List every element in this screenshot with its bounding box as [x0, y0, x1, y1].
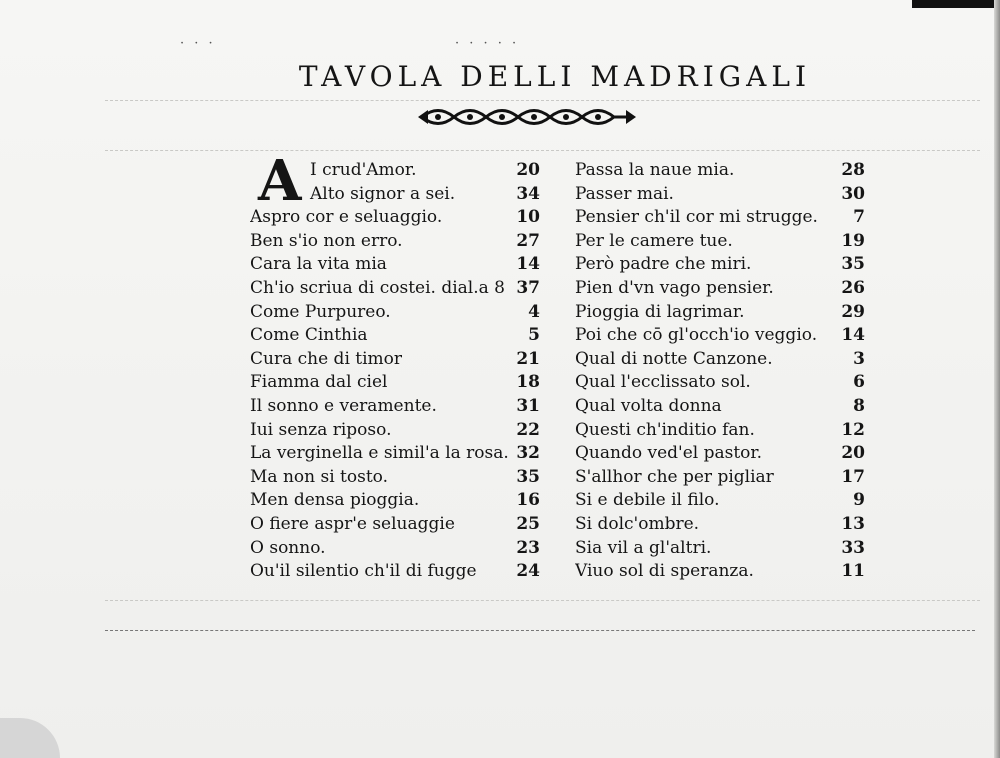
entry-number: 21	[516, 348, 540, 369]
entry-title: Come Cinthia	[250, 325, 368, 346]
entry-number: 19	[841, 230, 865, 251]
entry-number: 35	[516, 466, 540, 487]
index-entry	[575, 443, 865, 467]
scan-thumb-shadow	[0, 718, 60, 758]
index-entry	[575, 561, 865, 585]
entry-number: 14	[516, 254, 540, 275]
staff-line	[105, 600, 980, 601]
entry-number: 11	[841, 561, 865, 582]
index-entry	[250, 396, 540, 420]
entry-title: Per le camere tue.	[575, 230, 733, 251]
entry-number: 29	[841, 301, 865, 322]
index-entry	[250, 372, 540, 396]
entry-number: 34	[516, 183, 540, 204]
index-entry	[250, 231, 540, 255]
index-entry	[250, 325, 540, 349]
entry-title: Passa la naue mia.	[575, 160, 735, 180]
entry-title: I crud'Amor.	[310, 160, 417, 180]
entry-number: 14	[841, 325, 865, 346]
index-entry	[575, 325, 865, 349]
entry-number: 22	[516, 419, 540, 440]
entry-number: 7	[853, 207, 865, 228]
scan-edge-shadow	[912, 0, 1000, 8]
entry-number: 28	[841, 160, 865, 180]
entry-number: 20	[841, 443, 865, 464]
index-entry	[575, 467, 865, 491]
entry-number: 4	[528, 301, 540, 322]
entry-title: S'allhor che per pigliar	[575, 466, 774, 487]
entry-title: Sia vil a gl'altri.	[575, 537, 712, 558]
entry-number: 31	[516, 395, 540, 416]
entry-number: 18	[516, 372, 540, 393]
index-entry	[250, 254, 540, 278]
entry-title: Passer mai.	[575, 183, 674, 204]
entry-number: 26	[841, 277, 865, 298]
index-entry	[575, 160, 865, 184]
index-entry	[250, 302, 540, 326]
entry-title: O fiere aspr'e seluaggie	[250, 513, 455, 534]
entry-number: 37	[516, 277, 540, 298]
index-entry	[575, 538, 865, 562]
index-entry	[575, 254, 865, 278]
entry-title: Come Purpureo.	[250, 301, 391, 322]
entry-number: 3	[853, 348, 865, 369]
entry-title: Si e debile il filo.	[575, 490, 720, 511]
index-entry	[575, 278, 865, 302]
entry-title: Ch'io scriua di costei. dial.a 8	[250, 277, 505, 298]
entry-title: Pensier ch'il cor mi strugge.	[575, 207, 818, 228]
index-entry	[575, 372, 865, 396]
entry-number: 12	[841, 419, 865, 440]
header-marks-left: · · ·	[180, 36, 216, 51]
entry-number: 20	[516, 160, 540, 180]
entry-number: 33	[841, 537, 865, 558]
entry-title: Questi ch'inditio fan.	[575, 419, 755, 440]
entry-number: 8	[853, 395, 865, 416]
index-entry	[575, 514, 865, 538]
index-entry	[250, 514, 540, 538]
entry-number: 9	[853, 490, 865, 511]
drop-cap: A	[258, 148, 302, 214]
entry-number: 5	[528, 325, 540, 346]
entry-number: 25	[516, 513, 540, 534]
entry-title: Ou'il silentio ch'il di fugge	[250, 561, 477, 582]
entry-title: Però padre che miri.	[575, 254, 752, 275]
index-entry	[250, 538, 540, 562]
entry-title: Qual di notte Canzone.	[575, 348, 773, 369]
bottom-rule	[105, 630, 975, 631]
index-entry	[250, 490, 540, 514]
entry-number: 23	[516, 537, 540, 558]
index-entry	[575, 490, 865, 514]
entry-number: 35	[841, 254, 865, 275]
entry-number: 30	[841, 183, 865, 204]
index-entry	[250, 561, 540, 585]
index-entry	[575, 420, 865, 444]
entry-number: 27	[516, 230, 540, 251]
entry-title: Iui senza riposo.	[250, 419, 392, 440]
index-entry	[575, 396, 865, 420]
entry-title: Alto signor a sei.	[310, 183, 456, 204]
page-edge	[994, 0, 1000, 758]
header-marks-center: · · · · ·	[455, 36, 520, 51]
entry-title: Viuo sol di speranza.	[575, 561, 754, 582]
index-entry	[575, 207, 865, 231]
entry-title: Pioggia di lagrimar.	[575, 301, 745, 322]
entry-title: Pien d'vn vago pensier.	[575, 277, 774, 298]
index-entry	[250, 443, 540, 467]
entry-title: Quando ved'el pastor.	[575, 443, 763, 464]
index-entry	[575, 302, 865, 326]
entry-title: Cara la vita mia	[250, 254, 387, 275]
index-entry	[250, 420, 540, 444]
entry-number: 10	[516, 207, 540, 228]
entry-number: 17	[841, 466, 865, 487]
page-title: TAVOLA DELLI MADRIGALI	[298, 60, 812, 93]
entry-title: Si dolc'ombre.	[575, 513, 700, 534]
entry-number: 32	[516, 443, 540, 464]
entry-number: 6	[853, 372, 865, 393]
staff-line	[105, 150, 980, 151]
index-entry	[250, 349, 540, 373]
entry-title: Il sonno e veramente.	[250, 395, 437, 416]
index-column-right	[575, 160, 865, 585]
entry-title: Aspro cor e seluaggio.	[250, 207, 443, 228]
index-entry	[575, 184, 865, 208]
entry-number: 13	[841, 513, 865, 534]
entry-title: Men densa pioggia.	[250, 490, 420, 511]
index-entry	[250, 278, 540, 302]
entry-number: 24	[516, 561, 540, 582]
index-entry	[575, 231, 865, 255]
entry-title: Qual l'ecclissato sol.	[575, 372, 751, 393]
entry-title: Ma non si tosto.	[250, 466, 389, 487]
index-entry	[250, 207, 540, 231]
entry-title: O sonno.	[250, 537, 326, 558]
index-entry	[250, 184, 540, 208]
staff-line	[105, 100, 980, 101]
fleuron-ornament-icon	[418, 102, 636, 132]
index-entry	[575, 349, 865, 373]
entry-title: Cura che di timor	[250, 348, 403, 369]
entry-title: Qual volta donna	[575, 395, 722, 416]
entry-title: La verginella e simil'a la rosa.	[250, 443, 509, 464]
entry-number: 16	[516, 490, 540, 511]
entry-title: Ben s'io non erro.	[250, 230, 403, 251]
index-column-left	[250, 160, 540, 585]
index-entry	[250, 467, 540, 491]
index-entry	[250, 160, 540, 184]
entry-title: Poi che cō gl'occh'io veggio.	[575, 325, 818, 346]
entry-title: Fiamma dal ciel	[250, 372, 388, 393]
